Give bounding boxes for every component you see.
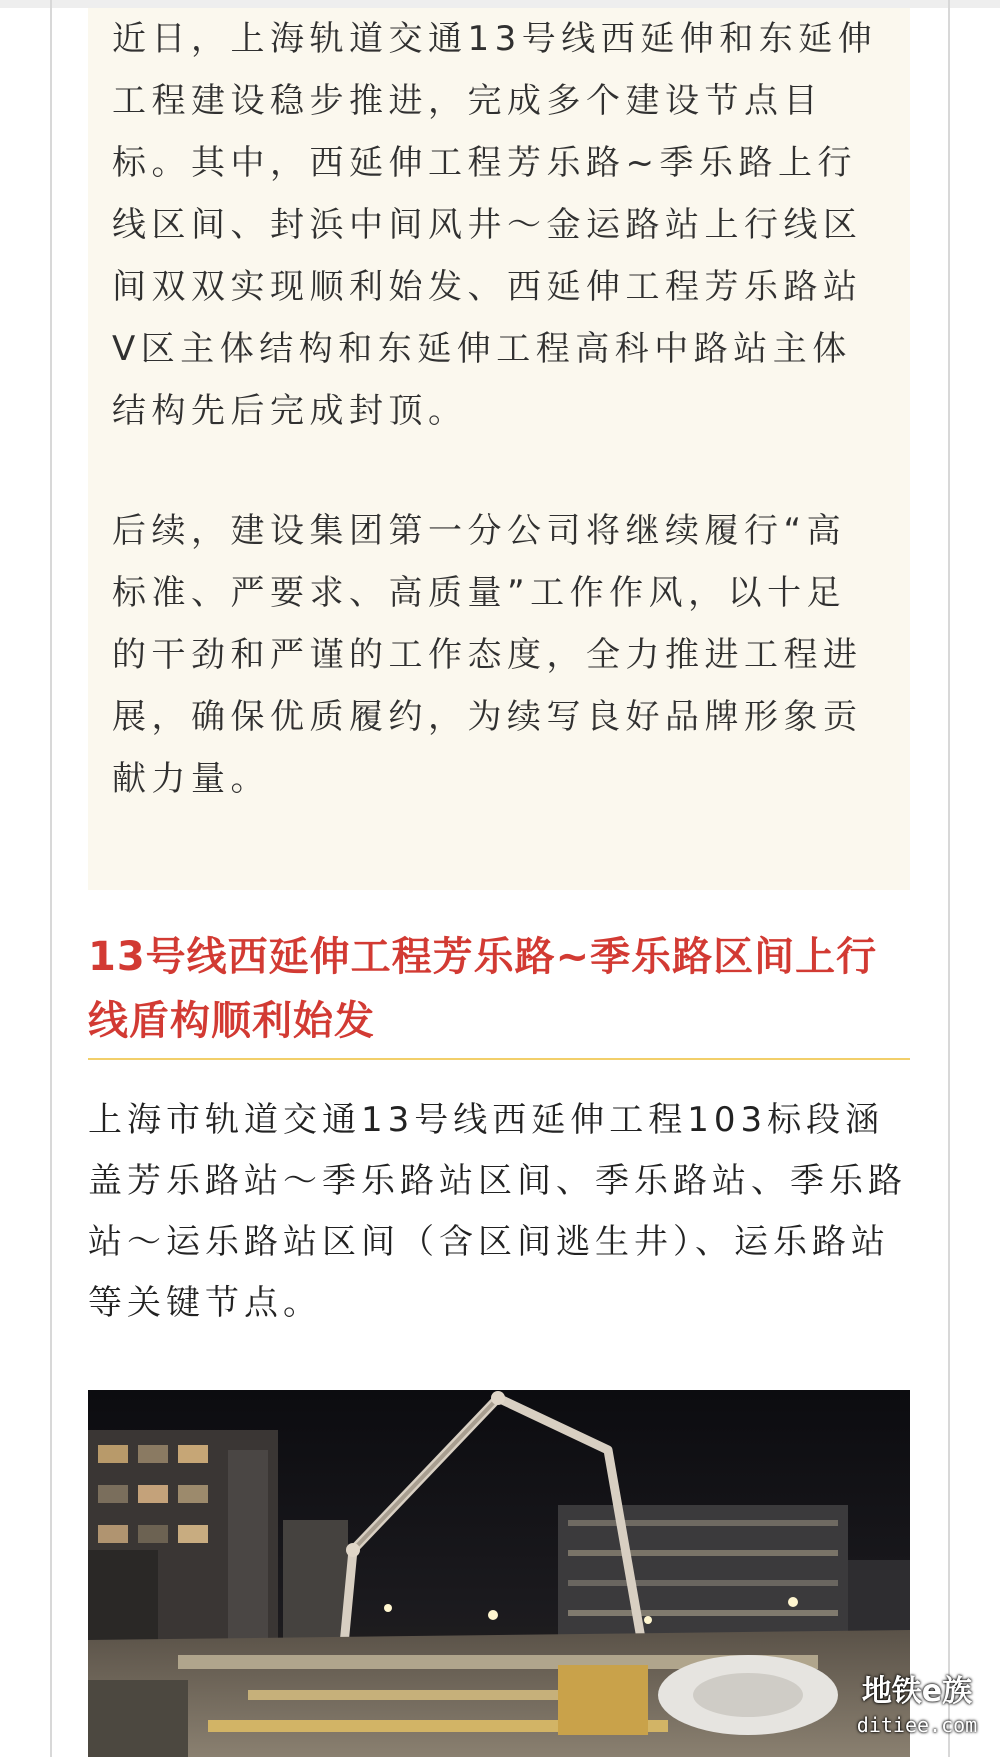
intro-paragraph-1: 近日，上海轨道交通13号线西延伸和东延伸工程建设稳步推进，完成多个建设节点目标。其中，西延伸工程芳乐路~季乐路上行线区间、封浜中间风井～金运路站上行线区间双双实现顺利始发、西延伸工程芳乐路站V区主体结构和东延伸工程高科中路站主体结构先后完成封顶。 (112, 19, 878, 431)
intro-paragraph-2: 后续，建设集团第一分公司将继续履行“高标准、严要求、高质量”工作作风，以十足的干劲和严谨的工作态度，全力推进工程进展，确保优质履约，为续写良好品牌形象贡献力量。 (112, 511, 863, 799)
construction-photo-illustration (88, 1390, 910, 1757)
section-heading: 13号线西延伸工程芳乐路~季乐路区间上行线盾构顺利始发 (88, 934, 878, 1044)
watermark-url: ditiee.com (856, 1713, 978, 1737)
intro-callout-box (88, 8, 910, 890)
content-border-left (50, 0, 52, 1757)
section-paragraph: 上海市轨道交通13号线西延伸工程103标段涵盖芳乐路站～季乐路站区间、季乐路站、季乐路站～运乐路站区间（含区间逃生井）、运乐路站等关键节点。 (88, 1100, 907, 1323)
site-watermark (842, 1672, 992, 1738)
section-heading-underline (88, 1058, 910, 1060)
top-divider (0, 0, 1000, 8)
article-photo[interactable] (88, 1390, 910, 1757)
watermark-title: 地铁e族 (861, 1674, 973, 1709)
content-border-right (948, 0, 950, 1757)
